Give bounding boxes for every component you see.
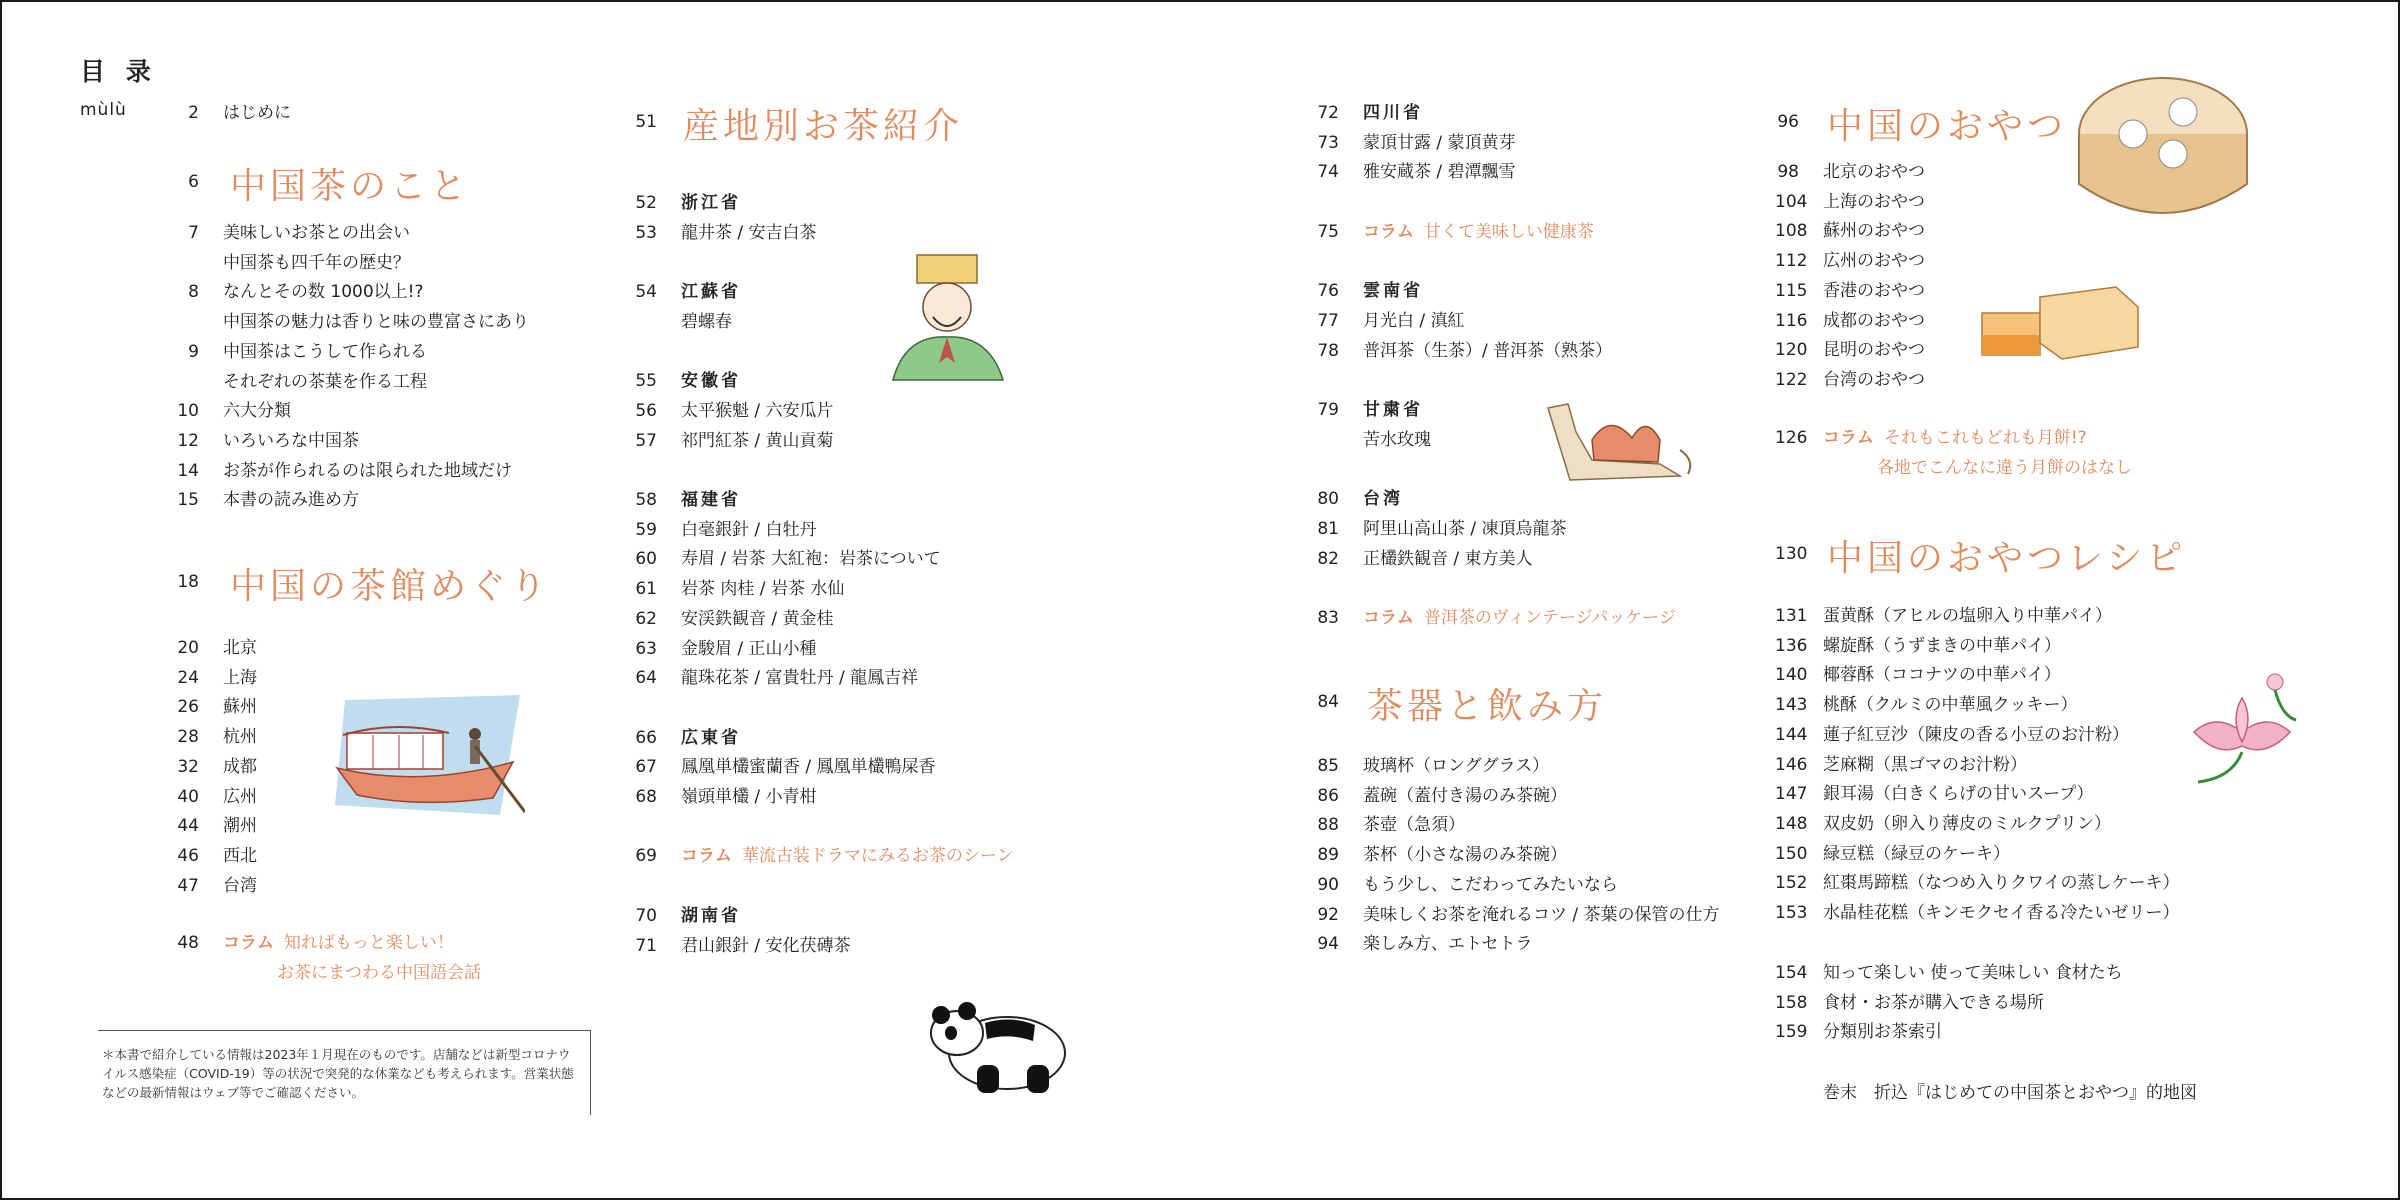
page-number: 147	[1775, 784, 1808, 805]
entry-label: 桃酥（クルミの中華風クッキー）	[1823, 695, 2078, 716]
entry-label: 蛋黄酥（アヒルの塩卵入り中華パイ）	[1823, 606, 2112, 626]
entry-label: 安渓鉄観音 / 黄金桂	[681, 608, 834, 629]
page-number: 143	[1775, 695, 1808, 716]
page-number: 89	[1317, 845, 1339, 866]
entry-label: 楽しみ方、エトセトラ	[1363, 934, 1533, 955]
page-number: 90	[1317, 874, 1339, 895]
column-title: 華流古装ドラマにみるお茶のシーン	[741, 846, 1014, 867]
steamer-basket-illustration	[2075, 72, 2250, 222]
section-page-number: 130	[1775, 544, 1808, 564]
entry-label: 広州のおやつ	[1823, 251, 1925, 272]
entry-label: なんとその数 1000以上!?	[223, 282, 424, 303]
page-number: 56	[635, 400, 657, 421]
page-number: 144	[1775, 724, 1808, 745]
page-number: 58	[635, 490, 657, 510]
page-number: 69	[635, 846, 657, 867]
page-number: 63	[635, 638, 657, 659]
lotus-illustration	[2180, 660, 2305, 795]
section-page-number: 84	[1317, 692, 1339, 712]
page-number: 20	[177, 638, 199, 658]
page-number: 85	[1317, 756, 1339, 776]
page-number: 88	[1317, 815, 1339, 836]
page-number: 120	[1775, 340, 1808, 361]
section-title-teas-by-region[interactable]: 産地別お茶紹介	[683, 106, 964, 147]
entry-label: いろいろな中国茶	[223, 430, 359, 451]
page-number: 44	[177, 816, 199, 837]
page-number: 159	[1775, 1022, 1808, 1043]
entry-label: 中国茶の魅力は香りと味の豊富さにあり	[223, 312, 529, 333]
page-number: 158	[1775, 992, 1808, 1013]
entry-label: 四川省	[1363, 103, 1423, 123]
entry-label: 六大分類	[223, 401, 291, 422]
column-tag: コラム	[681, 846, 732, 867]
section-title-chinese-tea[interactable]: 中国茶のこと	[230, 166, 471, 207]
page-number: 61	[635, 579, 657, 600]
entry-label: 食材・お茶が購入できる場所	[1823, 992, 2044, 1013]
page-number: 7	[188, 223, 199, 243]
entry-label: 茶壺（急須）	[1363, 815, 1465, 836]
page-number: 55	[635, 371, 657, 392]
entry-label: 蘇州のおやつ	[1823, 221, 1925, 242]
section-title-teahouse-tour[interactable]: 中国の茶館めぐり	[230, 566, 551, 607]
page-number: 79	[1317, 400, 1339, 420]
page-number: 32	[177, 756, 199, 777]
column-tag: コラム	[1363, 221, 1414, 242]
entry-label: 美味しくお茶を淹れるコツ / 茶葉の保管の仕方	[1363, 904, 1720, 925]
section-page-number: 96	[1777, 112, 1799, 132]
entry-label: 湖南省	[681, 905, 741, 926]
page-number: 94	[1317, 934, 1339, 955]
page-number: 47	[177, 875, 199, 896]
toc-title: 目 录	[80, 57, 157, 86]
panda-illustration	[915, 995, 1080, 1100]
page-number: 28	[177, 727, 199, 748]
entry-label: 昆明のおやつ	[1823, 340, 1925, 361]
page-number: 140	[1775, 665, 1808, 686]
column-title: 甘くて美味しい健康茶	[1423, 221, 1594, 242]
entry-label: 蓋碗（蓋付き湯のみ茶碗）	[1363, 785, 1567, 806]
page-number: 152	[1775, 873, 1808, 894]
page-number: 10	[177, 401, 199, 422]
entry-label: 北京	[223, 638, 257, 658]
entry-label: 嶺頭単欉 / 小青柑	[681, 787, 817, 807]
page-number: 74	[1317, 162, 1339, 183]
entry-label: 苦水玫瑰	[1363, 429, 1431, 450]
entry-label: 碧螺春	[681, 311, 732, 332]
entry-label: 岩茶 肉桂 / 岩茶 水仙	[681, 579, 845, 600]
page-number: 40	[177, 786, 199, 807]
page-number: 57	[635, 430, 657, 451]
section-title-snack-recipes[interactable]: 中国のおやつレシピ	[1827, 538, 2187, 579]
entry-label: お茶が作られるのは限られた地域だけ	[223, 460, 512, 481]
page-number: 83	[1317, 607, 1339, 628]
page-number: 75	[1317, 221, 1339, 242]
entry-label: 広東省	[681, 727, 741, 748]
page-number: 86	[1317, 785, 1339, 806]
page-number: 66	[635, 727, 657, 748]
entry-label: 甘粛省	[1363, 400, 1423, 420]
page-number: 68	[635, 787, 657, 807]
page-number: 24	[177, 667, 199, 688]
entry-label: 龍井茶 / 安吉白茶	[681, 222, 817, 243]
section-title-teaware[interactable]: 茶器と飲み方	[1367, 686, 1608, 727]
entry-label: 上海	[223, 667, 257, 688]
entry-label: 浙江省	[681, 193, 741, 213]
mooncake-illustration	[1980, 285, 2140, 370]
page-number: 78	[1317, 340, 1339, 361]
entry-label: 成都	[223, 756, 257, 777]
page-number: 98	[1777, 162, 1799, 182]
entry-label	[681, 841, 1014, 871]
page-number: 67	[635, 757, 657, 778]
entry-label: 白毫銀針 / 白牡丹	[681, 519, 817, 540]
entry-label: 蒙頂甘露 / 蒙頂黄芽	[1363, 132, 1516, 153]
page-number: 71	[635, 935, 657, 956]
entry-label: 芝麻糊（黒ゴマのお汁粉）	[1823, 754, 2027, 775]
column-title: 普洱茶のヴィンテージパッケージ	[1423, 607, 1676, 628]
entry-label: 福建省	[681, 490, 741, 510]
page-number: 92	[1317, 904, 1339, 925]
page-number: 122	[1775, 369, 1808, 390]
entry-label: 君山銀針 / 安化茯磚茶	[681, 935, 851, 956]
boat-illustration	[325, 690, 525, 820]
page-number: 154	[1775, 963, 1808, 983]
entry-label: 龍珠花茶 / 富貴牡丹 / 龍鳳吉祥	[681, 668, 919, 689]
page-number: 153	[1775, 903, 1808, 923]
page-number: 82	[1317, 548, 1339, 569]
entry-label: 潮州	[223, 816, 257, 837]
page-number: 9	[188, 341, 199, 362]
page-number: 104	[1775, 191, 1808, 212]
entry-label: 祁門紅茶 / 黄山貢菊	[681, 430, 834, 451]
page-number: 73	[1317, 132, 1339, 153]
entry-label: 台湾のおやつ	[1823, 369, 1925, 390]
page-number: 60	[635, 549, 657, 570]
entry-label: 玻璃杯（ロンググラス）	[1363, 756, 1550, 776]
entry-label: 銀耳湯（白きくらげの甘いスープ）	[1823, 784, 2094, 805]
page-number: 52	[635, 193, 657, 213]
page-number: 81	[1317, 518, 1339, 539]
page-number: 12	[177, 430, 199, 451]
entry-label: 太平猴魁 / 六安瓜片	[681, 400, 834, 421]
page-number: 70	[635, 905, 657, 926]
page-number: 64	[635, 668, 657, 689]
entry-label: 双皮奶（卵入り薄皮のミルクプリン）	[1823, 813, 2111, 834]
entry-label: 正欉鉄観音 / 東方美人	[1363, 548, 1533, 569]
entry-label: もう少し、こだわってみたいなら	[1363, 874, 1618, 895]
page-number: 46	[177, 845, 199, 866]
entry-label: 台湾	[1363, 489, 1403, 510]
camel-illustration	[1540, 390, 1700, 490]
page-number: 8	[188, 282, 199, 303]
entry-label: 寿眉 / 岩茶 大紅袍：岩茶について	[681, 549, 941, 570]
section-page-number: 18	[177, 572, 199, 592]
entry-label: 美味しいお茶との出会い	[223, 223, 410, 243]
entry-label: 西北	[223, 845, 257, 866]
entry-label: 月光白 / 滇紅	[1363, 310, 1465, 331]
entry-label: 台湾	[223, 875, 257, 896]
entry-label: 阿里山高山茶 / 凍頂烏龍茶	[1363, 518, 1567, 539]
page-number: 148	[1775, 813, 1808, 834]
entry-label: それぞれの茶葉を作る工程	[223, 371, 427, 392]
entry-label: 上海のおやつ	[1823, 191, 1925, 212]
entry-label: 蓮子紅豆沙（陳皮の香る小豆のお汁粉）	[1823, 724, 2129, 745]
entry-label: 緑豆糕（緑豆のケーキ）	[1823, 843, 2010, 864]
entry-label: 知って楽しい 使って美味しい 食材たち	[1823, 963, 2123, 983]
entry-label: 江蘇省	[681, 282, 741, 303]
entry-label: 広州	[223, 786, 257, 807]
column-tag: コラム	[1363, 607, 1414, 628]
entry-label: 雲南省	[1363, 281, 1423, 302]
entry-label: 安徽省	[681, 371, 741, 392]
page-number: 108	[1775, 221, 1808, 242]
page-number: 150	[1775, 843, 1808, 864]
entry-label	[1363, 217, 1594, 247]
entry-label: 水晶桂花糕（キンモクセイ香る冷たいゼリー）	[1823, 903, 2180, 923]
section-page-number: 6	[188, 172, 199, 192]
entry-label: 北京のおやつ	[1823, 162, 1925, 182]
entry-label: 普洱茶（生茶）/ 普洱茶（熟茶）	[1363, 340, 1613, 361]
section-title-chinese-snacks[interactable]: 中国のおやつ	[1827, 106, 2068, 147]
entry-label	[1363, 603, 1676, 633]
entry-label: 雅安蔵茶 / 碧潭飄雪	[1363, 162, 1516, 183]
entry-label: 香港のおやつ	[1823, 280, 1925, 301]
page-number: 53	[635, 222, 657, 243]
entry-label: 本書の読み進め方	[223, 490, 359, 511]
footnote: ＊本書で紹介している情報は2023年１月現在のものです。店舗などは新型コロナウイルス感染症（COVID-19）等の状況で突発的な休業なども考えられます。営業状態などの最新情報はウェブ等でご確認ください。	[98, 1030, 591, 1115]
page-number: 14	[177, 460, 199, 481]
entry-label: 成都のおやつ	[1823, 310, 1925, 331]
entry-label: 中国茶はこうして作られる	[223, 341, 427, 362]
entry-label: 茶杯（小さな湯のみ茶碗）	[1363, 845, 1567, 866]
section-page-number: 51	[635, 112, 657, 132]
entry-label: 中国茶も四千年の歴史？	[223, 252, 410, 273]
page-number: 80	[1317, 489, 1339, 510]
page-number: 115	[1775, 280, 1808, 301]
page-number: 131	[1775, 606, 1808, 626]
page-number: 59	[635, 519, 657, 540]
entry-label: 紅棗馬蹄糕（なつめ入りクワイの蒸しケーキ）	[1823, 873, 2180, 894]
page-number: 62	[635, 608, 657, 629]
entry-label: 鳳凰単欉蜜蘭香 / 鳳凰単欉鴨屎香	[681, 757, 936, 778]
emperor-illustration	[875, 245, 1025, 385]
entry-label: 椰蓉酥（ココナツの中華パイ）	[1823, 665, 2061, 686]
page-number: 136	[1775, 635, 1808, 656]
entry-label: 金駿眉 / 正山小種	[681, 638, 817, 659]
page-number: 146	[1775, 754, 1808, 775]
page-number: 54	[635, 282, 657, 303]
entry-label: 杭州	[223, 727, 257, 748]
page-number: 116	[1775, 310, 1808, 331]
page-number: 15	[177, 490, 199, 511]
toc-pinyin: mùlù	[80, 100, 127, 120]
entry-label: 分類別お茶索引	[1823, 1022, 1942, 1043]
page-number: 76	[1317, 281, 1339, 302]
page-number: 112	[1775, 251, 1808, 272]
page-number: 77	[1317, 310, 1339, 331]
appendix-note[interactable]: 巻末 折込『はじめての中国茶とおやつ』的地図	[1823, 1083, 2197, 1103]
page-number: 26	[177, 697, 199, 718]
entry-label: 蘇州	[223, 697, 257, 718]
entry-label: 螺旋酥（うずまきの中華パイ）	[1823, 635, 2061, 656]
page-number: 72	[1317, 103, 1339, 123]
